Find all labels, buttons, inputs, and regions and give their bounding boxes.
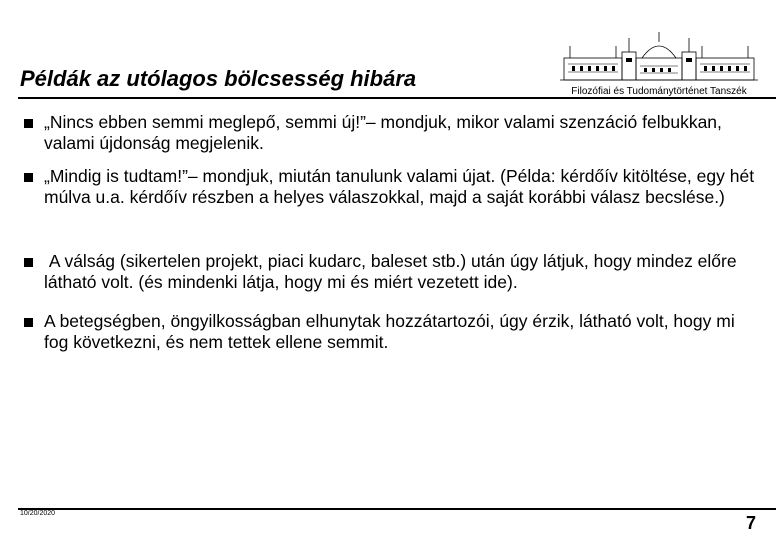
bullet-text: A betegségben, öngyilkosságban elhunytak hozzátartozói, úgy érzik, látható volt, hogy mi fog következni, és nem tettek ellene semmit.	[44, 311, 735, 352]
square-bullet-icon	[20, 311, 44, 353]
bullet-text: A válság (sikertelen projekt, piaci kudarc, baleset stb.) után úgy látjuk, hogy mindez előre látható volt. (és mindenki látja, hogy mi és miért vezetett ide).	[44, 251, 742, 292]
bullet-text: „Mindig is tudtam!”– mondjuk, miután tanulunk valami újat. (Példa: kérdőív kitöltése, egy hét múlva u.a. kérdőív részben a helyes válaszokkal, majd a saját korábbi válasz becslése.)	[44, 166, 755, 207]
bullet-item	[20, 112, 760, 154]
square-bullet-icon	[20, 166, 44, 208]
footer-divider	[18, 508, 776, 510]
bullet-text: „Nincs ebben semmi meglepő, semmi új!”– mondjuk, mikor valami szenzáció felbukkan, valami újdonság megjelenik.	[44, 112, 722, 153]
parliament-building-icon	[556, 28, 762, 88]
logo-caption: Filozófiai és Tudománytörténet Tanszék	[556, 86, 762, 97]
page-number: 7	[745, 513, 756, 533]
bullet-item	[20, 251, 760, 293]
square-bullet-icon	[20, 251, 44, 293]
square-bullet-icon	[20, 112, 44, 154]
footer-date: 10/20/2020	[20, 510, 56, 517]
bullet-item	[20, 311, 760, 353]
department-logo	[556, 28, 762, 96]
slide-title: Példák az utólagos bölcsesség hibára	[20, 66, 417, 91]
title-divider	[18, 97, 776, 99]
bullet-item	[20, 166, 760, 208]
